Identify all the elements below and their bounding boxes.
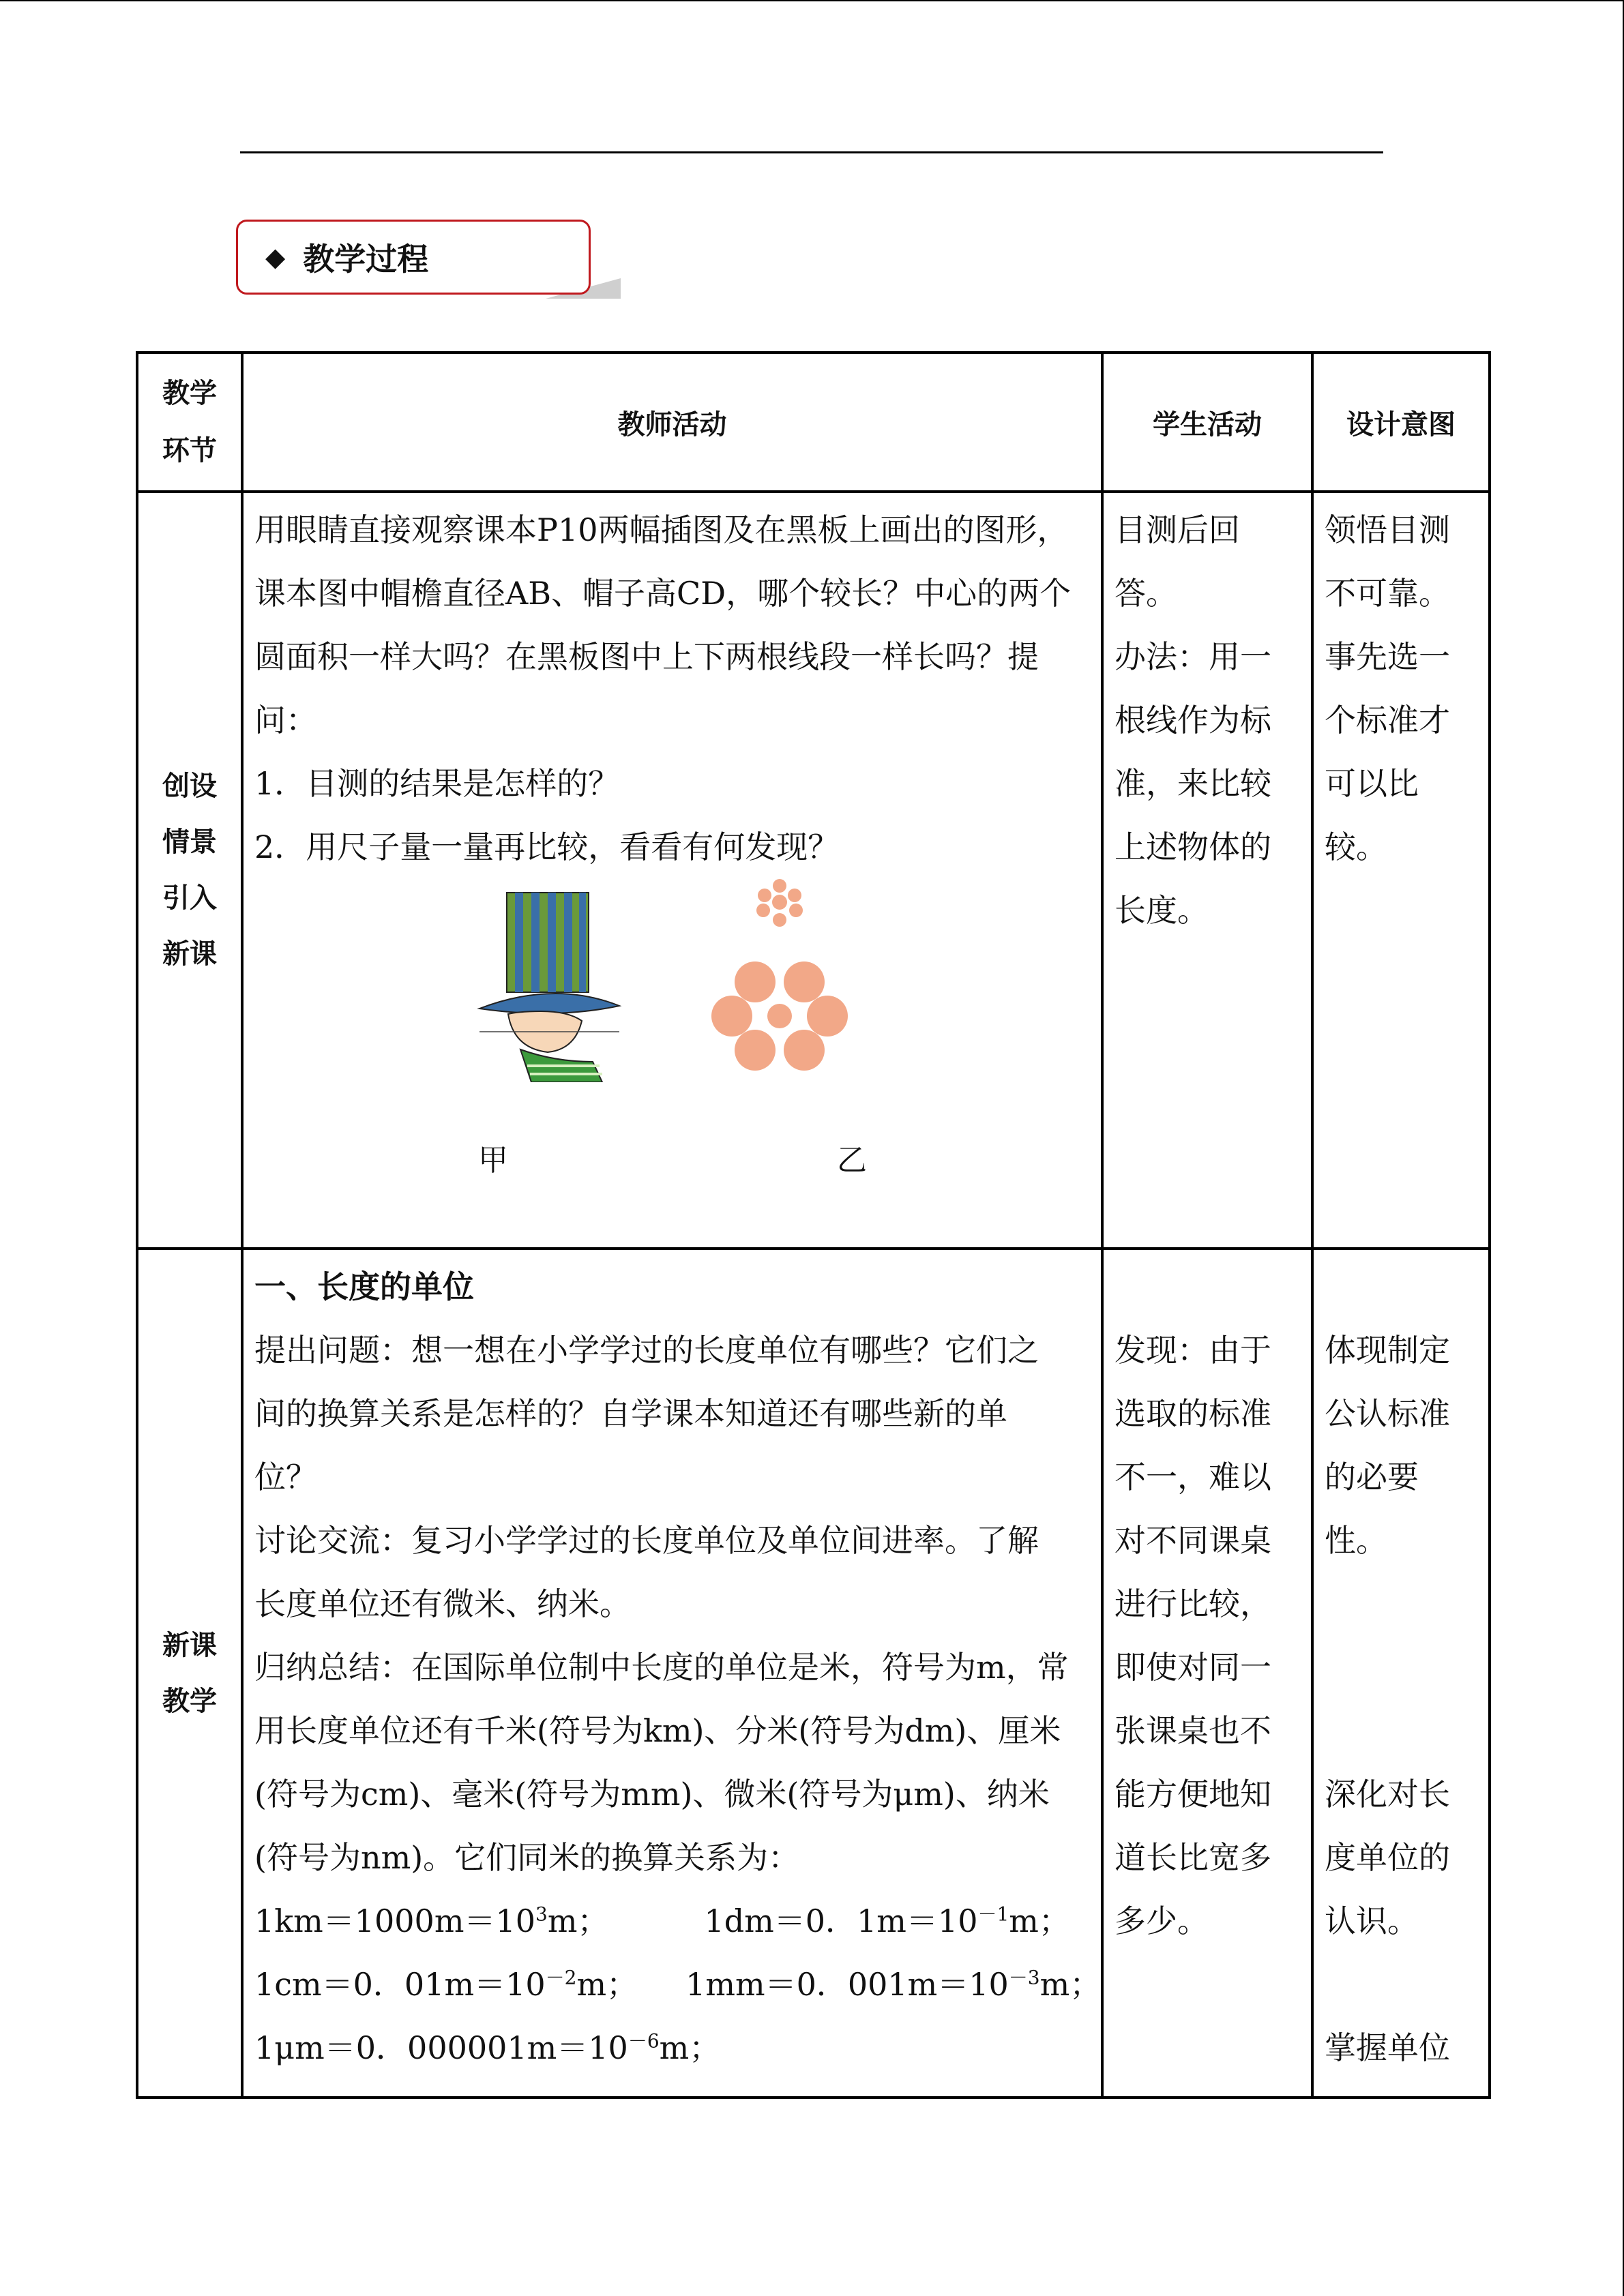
student-line: 办法：用一 — [1114, 638, 1271, 675]
teacher-line: 2．用尺子量一量再比较，看看有何发现？ — [254, 829, 840, 865]
header-intent: 设计意图 — [1312, 353, 1490, 492]
teacher-line: (符号为nm)。它们同米的换算关系为： — [254, 1839, 800, 1876]
teacher-line: 用长度单位还有千米(符号为km)、分米(符号为dm)、厘米 — [254, 1712, 1061, 1749]
intent-line: 体现制定 — [1325, 1332, 1450, 1369]
formula-cm: 1cm＝0．$01m=10^{-2}m$； — [254, 1966, 638, 2003]
spacer — [1325, 1953, 1479, 2016]
student-line: 上述物体的 — [1114, 829, 1271, 865]
stage-line: 情景 — [162, 826, 217, 858]
intent-line: 可以比 — [1325, 765, 1419, 802]
student-line: 根线作为标 — [1114, 702, 1271, 739]
intent-line: 掌握单位 — [1325, 2029, 1450, 2066]
illustrations — [254, 879, 1091, 1247]
formula-line — [254, 1953, 1102, 2016]
figure-label-right: 乙 — [837, 1143, 867, 1178]
intent-line: 度单位的 — [1325, 1839, 1450, 1876]
table-row-new-lesson — [137, 1249, 1490, 2098]
stage-line: 引入 — [162, 882, 217, 914]
student-line: 即使对同一 — [1114, 1649, 1271, 1686]
student-line: 不一，难以 — [1114, 1459, 1271, 1495]
spacer — [1325, 1255, 1479, 1319]
student-line: 发现：由于 — [1114, 1332, 1271, 1369]
formula-line — [254, 1890, 1091, 1953]
student-line: 能方便地知 — [1114, 1776, 1271, 1813]
student-line: 进行比较， — [1114, 1585, 1271, 1622]
student-line: 张课桌也不 — [1114, 1712, 1271, 1749]
formula-um: 1μm＝0．$000001m=10^{-6}m$； — [254, 2029, 721, 2066]
figure-label-left: 甲 — [478, 1143, 508, 1178]
intent-line: 个标准才 — [1325, 702, 1450, 739]
boy-with-hat-illustration — [473, 891, 636, 1082]
teacher-line: 课本图中帽檐直径AB、帽子高CD，哪个较长？中心的两个 — [254, 575, 1072, 612]
teacher-line: (符号为cm)、毫米(符号为mm)、微米(符号为μm)、纳米 — [254, 1776, 1050, 1813]
teacher-line: 讨论交流：复习小学学过的长度单位及单位间进率。了解 — [254, 1522, 1039, 1559]
intent-cell-intro — [1312, 492, 1490, 1249]
student-line: 长度。 — [1114, 892, 1209, 929]
stage-line: 新课 — [162, 1629, 217, 1661]
student-line: 准，来比较 — [1114, 765, 1271, 802]
stage-line: 创设 — [162, 771, 217, 802]
teacher-line: 用眼睛直接观察课本P10两幅插图及在黑板上画出的图形， — [254, 511, 1069, 548]
teacher-line: 间的换算关系是怎样的？自学课本知道还有哪些新的单 — [254, 1395, 1007, 1432]
teacher-line: 归纳总结：在国际单位制中长度的单位是米，符号为m，常 — [254, 1649, 1069, 1686]
teacher-line: 位？ — [254, 1459, 317, 1495]
intent-line: 性。 — [1325, 1522, 1387, 1559]
formula-mm: 1mm＝0．$001m=10^{-3}m$； — [685, 1966, 1102, 2003]
section-title: 教学过程 — [303, 241, 429, 278]
intent-line: 深化对长 — [1325, 1776, 1450, 1813]
diamond-icon: ◆ — [265, 242, 286, 272]
header-stage-line: 教学 — [162, 378, 217, 409]
header-rule — [240, 151, 1383, 153]
intent-line: 认识。 — [1325, 1903, 1419, 1939]
teacher-line: 长度单位还有微米、纳米。 — [254, 1585, 631, 1622]
student-line: 答。 — [1114, 575, 1177, 612]
section-tab — [236, 220, 591, 295]
header-student: 学生活动 — [1102, 353, 1312, 492]
student-line: 多少。 — [1114, 1903, 1209, 1939]
header-stage — [137, 353, 242, 492]
formula-dm: 1dm＝0．$1m=10^{-1}m$； — [704, 1903, 1070, 1939]
table-row-intro — [137, 492, 1490, 1249]
student-line: 道长比宽多 — [1114, 1839, 1271, 1876]
intent-line: 事先选一 — [1325, 638, 1450, 675]
intent-line: 领悟目测 — [1325, 511, 1450, 548]
teacher-line: 1．目测的结果是怎样的？ — [254, 765, 620, 802]
section-heading: 一、长度的单位 — [254, 1268, 474, 1305]
teacher-line: 提出问题：想一想在小学学过的长度单位有哪些？它们之 — [254, 1332, 1039, 1369]
circles-illustration — [705, 876, 855, 1081]
spacer — [1325, 1572, 1479, 1763]
teacher-line: 圆面积一样大吗？在黑板图中上下两根线段一样长吗？提 — [254, 638, 1039, 675]
header-teacher: 教师活动 — [242, 353, 1102, 492]
intent-cell-new-lesson — [1312, 1249, 1490, 2098]
lesson-table — [136, 351, 1491, 2099]
teacher-line: 问： — [254, 702, 317, 739]
intent-line: 较。 — [1325, 829, 1387, 865]
student-cell-new-lesson — [1102, 1249, 1312, 2098]
student-cell-intro — [1102, 492, 1312, 1249]
intent-line: 不可靠。 — [1325, 575, 1450, 612]
table-header-row — [137, 353, 1490, 492]
teacher-cell-new-lesson — [242, 1249, 1102, 2098]
page-top-border — [0, 0, 1624, 1]
student-line: 对不同课桌 — [1114, 1522, 1271, 1559]
student-line: 选取的标准 — [1114, 1395, 1271, 1432]
formula-line — [254, 2016, 1091, 2080]
stage-cell-new-lesson — [137, 1249, 242, 2098]
teacher-cell-intro — [242, 492, 1102, 1249]
student-line: 目测后回 — [1114, 511, 1240, 548]
header-stage-line: 环节 — [162, 435, 217, 466]
stage-cell-intro — [137, 492, 242, 1249]
stage-line: 教学 — [162, 1685, 217, 1717]
spacer — [1114, 1255, 1301, 1319]
intent-line: 公认标准 — [1325, 1395, 1450, 1432]
intent-line: 的必要 — [1325, 1459, 1419, 1495]
formula-km: $1km=1000m=10^3m$； — [254, 1903, 609, 1939]
stage-line: 新课 — [162, 938, 217, 970]
